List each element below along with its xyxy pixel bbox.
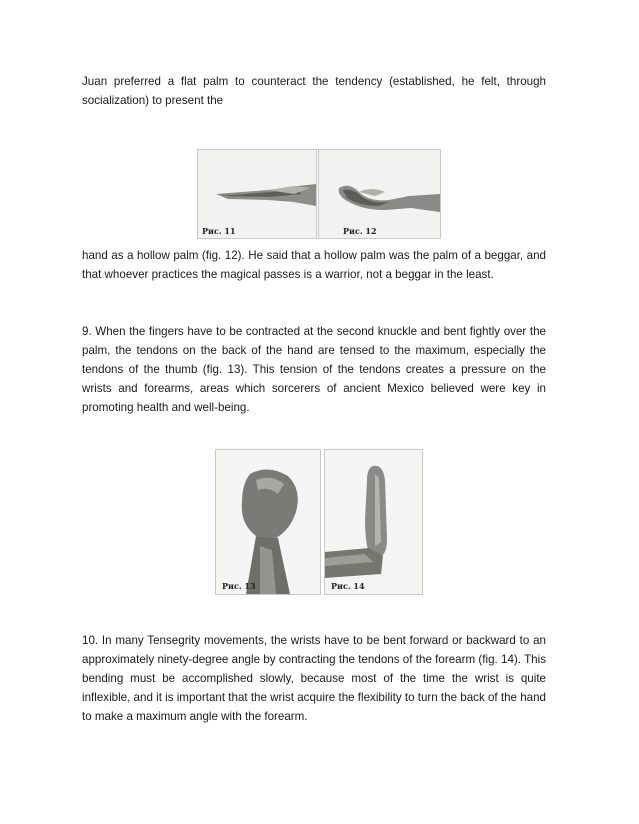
figure-12-caption: Рис. 12 [343, 226, 377, 236]
figure-14-caption: Рис. 14 [331, 581, 365, 591]
figure-14 [324, 449, 423, 595]
flat-palm-hand-icon [198, 150, 316, 238]
bent-wrist-hand-icon [325, 450, 422, 594]
paragraph-9: 9. When the fingers have to be contracted at the second knuckle and bent fightly over the palm, the tendons on the back of the hand are tensed to the maximum, especially the tendons of the thumb (fig. 13). This tension of the tendons creates a pressure on the wrists and forearms, areas which sorcerers of ancient Mexico believed were key in promoting health and well-being. [82, 325, 546, 414]
paragraph-flat-palm: Juan preferred a flat palm to counteract the tendency (established, he felt, through socialization) to present the [82, 75, 546, 107]
contracted-fingers-hand-icon [216, 450, 320, 594]
figure-13 [215, 449, 321, 595]
paragraph-10: 10. In many Tensegrity movements, the wrists have to be bent forward or backward to an approximately ninety-degree angle by contracting the tendons of the forearm (fig. 14). This bending must be accomplished slowly, because most of the time the wrist is quite inflexible, and it is important that the wrist acquire the flexibility to turn the back of the hand to make a maximum angle with the forearm. [82, 634, 546, 723]
figure-11 [197, 149, 317, 239]
hollow-palm-hand-icon [319, 150, 440, 238]
figure-13-caption: Рис. 13 [222, 581, 256, 591]
paragraph-hollow-palm: hand as a hollow palm (fig. 12). He said that a hollow palm was the palm of a beggar, and that whoever practices the magical passes is a warrior, not a beggar in the least. [82, 249, 546, 281]
figure-11-caption: Рис. 11 [202, 226, 236, 236]
figure-12 [318, 149, 441, 239]
